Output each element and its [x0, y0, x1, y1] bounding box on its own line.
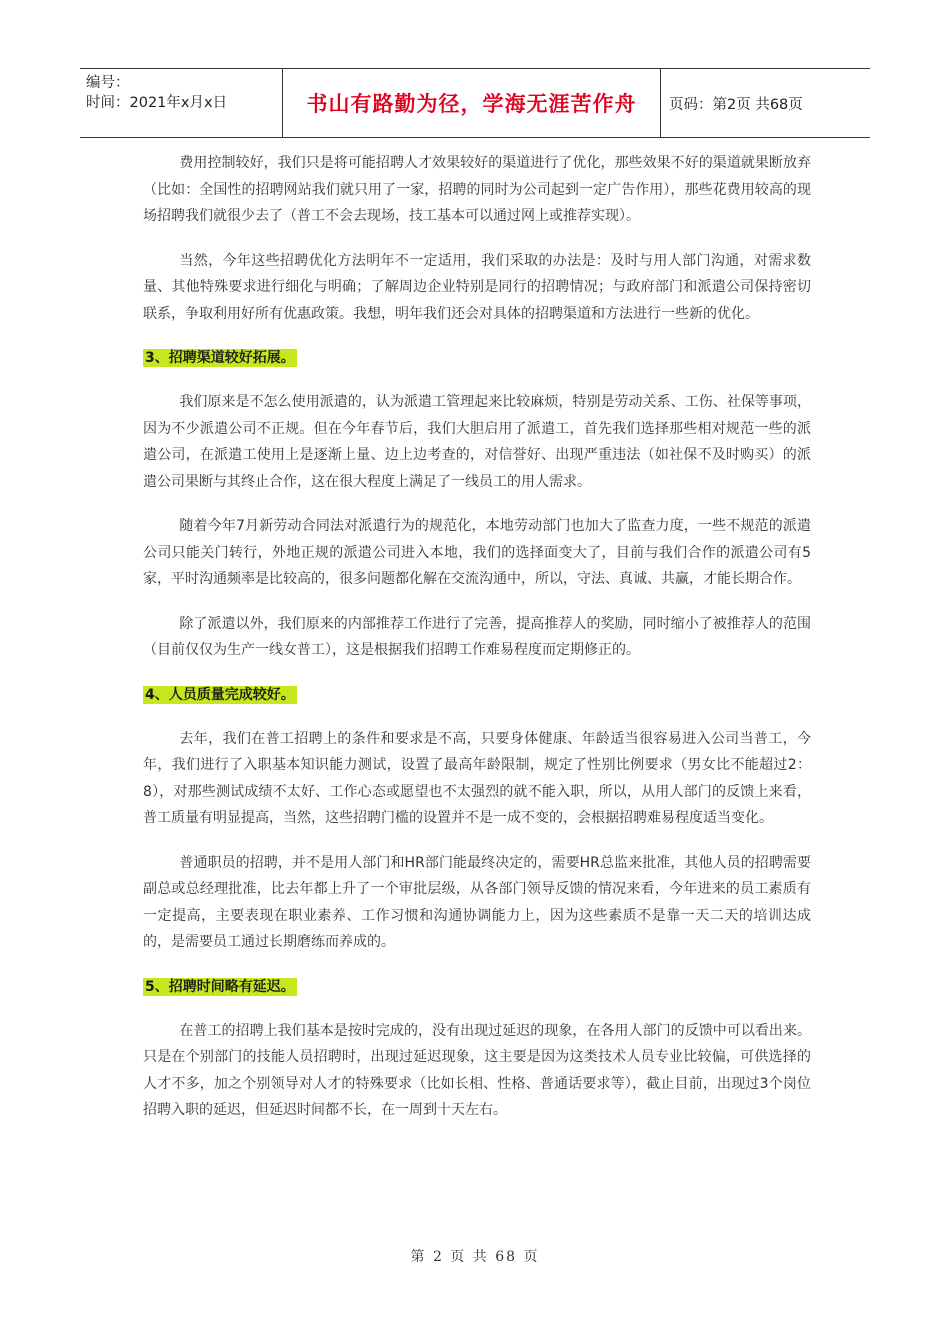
paragraph: 在普工的招聘上我们基本是按时完成的，没有出现过延迟的现象，在各用人部门的反馈中可以看出来。只是在个别部门的技能人员招聘时，出现过延迟现象，这主要是因为这类技术人员专业比较偏，可供选择的人才不多，加之个别领导对人才的特殊要求（比如长相、性格、普通话要求等），截止目前，出现过3个岗位招聘入职的延迟，但延迟时间都不长，在一周到十天左右。 — [143, 1022, 811, 1118]
page-header — [80, 68, 870, 138]
header-meta — [80, 69, 283, 137]
section-heading — [143, 974, 811, 1000]
paragraph: 除了派遣以外，我们原来的内部推荐工作进行了完善，提高推荐人的奖励，同时缩小了被推荐人的范围（目前仅仅为生产一线女普工），这是根据我们招聘工作难易程度而定期修正的。 — [143, 615, 811, 658]
paragraph: 普通职员的招聘，并不是用人部门和HR部门能最终决定的，需要HR总监来批准，其他人员的招聘需要副总或总经理批准，比去年都上升了一个审批层级，从各部门领导反馈的情况来看，今年进来的员工素质有一定提高，主要表现在职业素养、工作习惯和沟通协调能力上，因为这些素质不是靠一天二天的培训达成的，是需要员工通过长期磨练而养成的。 — [143, 854, 811, 950]
header-motto: 书山有路勤为径，学海无涯苦作舟 — [306, 92, 637, 116]
page-footer — [0, 1246, 950, 1266]
paragraph: 去年，我们在普工招聘上的条件和要求是不高，只要身体健康、年龄适当很容易进入公司当普工，今年，我们进行了入职基本知识能力测试，设置了最高年龄限制，规定了性别比例要求（男女比不能超过2：8），对那些测试成绩不太好、工作心态或愿望也不太强烈的就不能入职，所以，从用人部门的反馈上来看，普工质量有明显提高，当然，这些招聘门槛的设置并不是一成不变的，会根据招聘难易程度适当变化。 — [143, 730, 811, 826]
section-heading-text: 5、招聘时间略有延迟。 — [145, 978, 295, 995]
paragraph: 我们原来是不怎么使用派遣的，认为派遣工管理起来比较麻烦，特别是劳动关系、工伤、社保等事项，因为不少派遣公司不正规。但在今年春节后，我们大胆启用了派遣工，首先我们选择那些相对规范一些的派遣公司，在派遣工使用上是逐渐上量、边上边考查的，对信誉好、出现严重违法（如社保不及时购买）的派遣公司果断与其终止合作，这在很大程度上满足了一线员工的用人需求。 — [143, 394, 811, 490]
section-heading-text: 4、人员质量完成较好。 — [145, 686, 295, 703]
section-heading — [143, 345, 811, 371]
header-motto-cell — [283, 69, 661, 137]
paragraph: 费用控制较好，我们只是将可能招聘人才效果较好的渠道进行了优化，那些效果不好的渠道就果断放弃（比如：全国性的招聘网站我们就只用了一家，招聘的同时为公司起到一定广告作用），那些花费用较高的现场招聘我们就很少去了（普工不会去现场，技工基本可以通过网上或推荐实现）。 — [143, 155, 811, 224]
header-page-info-cell — [661, 69, 870, 137]
paragraph: 当然，今年这些招聘优化方法明年不一定适用，我们采取的办法是：及时与用人部门沟通，对需求数量、其他特殊要求进行细化与明确；了解周边企业特别是同行的招聘情况；与政府部门和派遣公司保持密切联系，争取利用好所有优惠政策。我想，明年我们还会对具体的招聘渠道和方法进行一些新的优化。 — [143, 252, 811, 322]
section-heading-text: 3、招聘渠道较好拓展。 — [145, 350, 295, 366]
paragraph: 随着今年7月新劳动合同法对派遣行为的规范化，本地劳动部门也加大了监查力度，一些不规范的派遣公司只能关门转行，外地正规的派遣公司进入本地，我们的选择面变大了，目前与我们合作的派遣公司有5家，平时沟通频率是比较高的，很多问题都化解在交流沟通中，所以，守法、真诚、共赢，才能长期合作。 — [143, 518, 811, 587]
footer-page-number: 第 2 页 共 68 页 — [410, 1249, 540, 1265]
header-page-info: 页码：第2页 共68页 — [669, 96, 803, 113]
document-number-label: 编号： — [86, 75, 130, 91]
document-body — [143, 150, 811, 1142]
document-date: 时间：2021年x月x日 — [86, 95, 228, 111]
section-heading — [143, 682, 811, 708]
